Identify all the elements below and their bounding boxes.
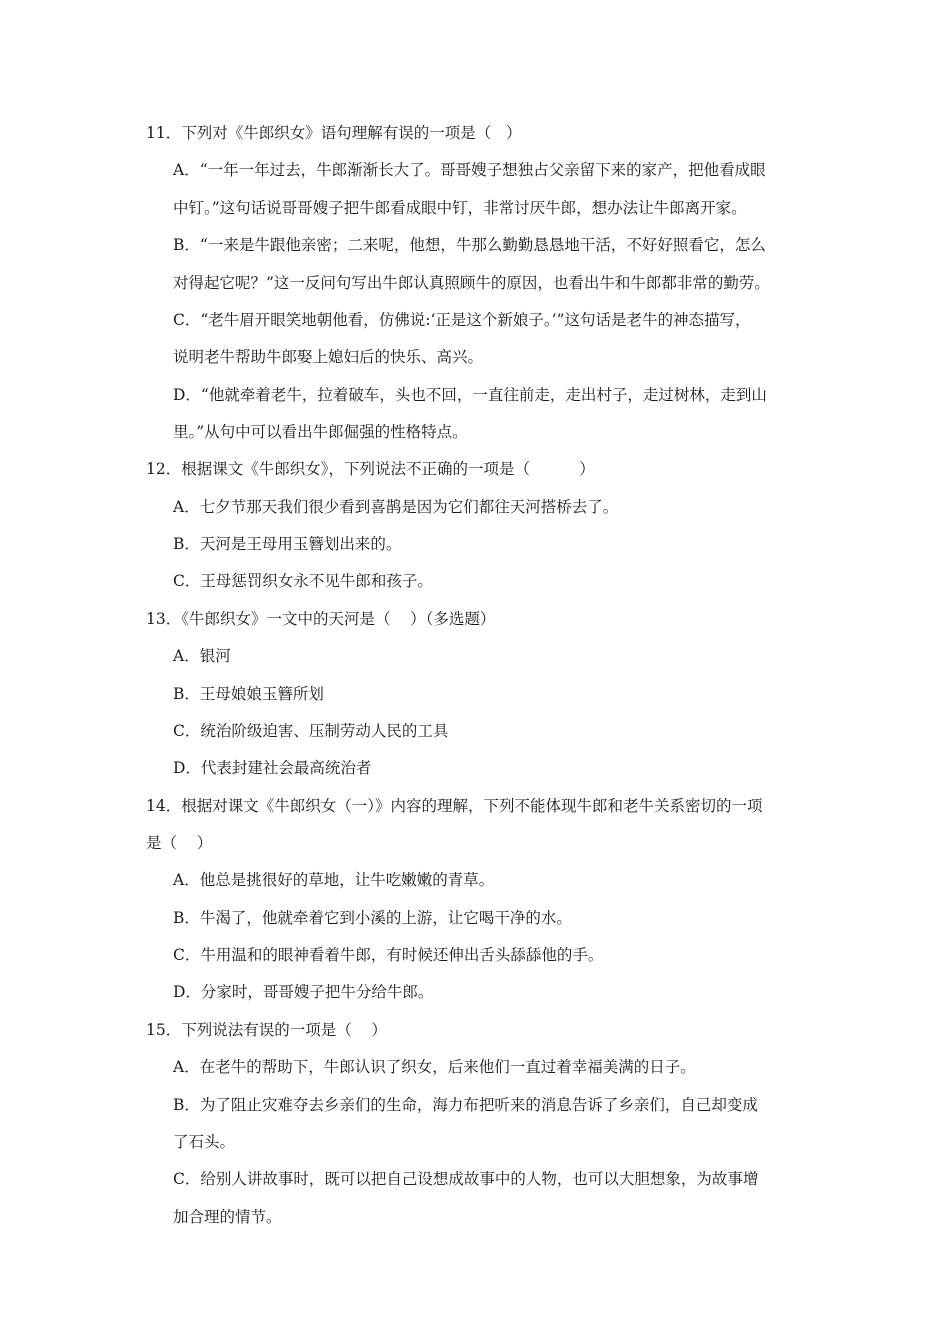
question-stem: 13．《牛郎织女》一文中的天河是（ ）（多选题）: [146, 610, 496, 628]
option-c: C．统治阶级迫害、压制劳动人民的工具: [173, 722, 449, 740]
option-c-line-2: 说明老牛帮助牛郎娶上媳妇后的快乐、高兴。: [173, 348, 484, 366]
option-a-line-1: A．“一年一年过去，牛郎渐渐长大了。哥哥嫂子想独占父亲留下来的家产，把他看成眼: [173, 161, 766, 179]
option-b-line-2: 了石头。: [173, 1133, 236, 1151]
option-b-line-1: B．为了阻止灾难夺去乡亲们的生命，海力布把听来的消息告诉了乡亲们，自己却变成: [173, 1096, 758, 1114]
option-b-line-2: 对得起它呢？”这一反问句写出牛郎认真照顾牛的原因，也看出牛和牛郎都非常的勤劳。: [173, 274, 770, 292]
option-a: A．在老牛的帮助下，牛郎认识了织女，后来他们一直过着幸福美满的日子。: [173, 1058, 696, 1076]
option-b: B．牛渴了，他就牵着它到小溪的上游，让它喝干净的水。: [173, 909, 572, 927]
option-a: A．七夕节那天我们很少看到喜鹊是因为它们都往天河搭桥去了。: [173, 498, 619, 516]
option-a-line-2: 中钉。”这句话说哥哥嫂子把牛郎看成眼中钉，非常讨厌牛郎，想办法让牛郎离开家。: [173, 199, 747, 217]
option-b-line-1: B．“一来是牛跟他亲密；二来呢，他想，牛那么勤勤恳恳地干活，不好好照看它，怎么: [173, 236, 766, 254]
question-stem: 11．下列对《牛郎织女》语句理解有误的一项是（ ）: [146, 124, 522, 142]
option-c-line-2: 加合理的情节。: [173, 1208, 282, 1226]
option-c-line-1: C．给别人讲故事时，既可以把自己设想成故事中的人物，也可以大胆想象，为故事增: [173, 1170, 759, 1188]
option-c: C．牛用温和的眼神看着牛郎，有时候还伸出舌头舔舔他的手。: [173, 946, 604, 964]
question-stem-line-2: 是（ ）: [146, 834, 213, 852]
option-b: B．天河是王母用玉簪划出来的。: [173, 535, 402, 553]
option-d: D．代表封建社会最高统治者: [173, 759, 372, 777]
option-c: C．王母惩罚织女永不见牛郎和孩子。: [173, 572, 433, 590]
option-c-line-1: C．“老牛眉开眼笑地朝他看，仿佛说:‘正是这个新娘子。’”这句话是老牛的神态描写，: [173, 311, 751, 329]
option-d-line-1: D．“他就牵着老牛，拉着破车，头也不回，一直往前走，走出村子，走过树林，走到山: [173, 386, 767, 404]
option-d: D．分家时，哥哥嫂子把牛分给牛郎。: [173, 983, 434, 1001]
question-stem: 12．根据课文《牛郎织女》，下列说法不正确的一项是（ ）: [146, 460, 595, 478]
option-d-line-2: 里。”从句中可以看出牛郎倔强的性格特点。: [173, 423, 468, 441]
question-stem-line-1: 14．根据对课文《牛郎织女（一）》内容的理解，下列不能体现牛郎和老牛关系密切的一项: [146, 797, 763, 815]
question-stem: 15．下列说法有误的一项是（ ）: [146, 1021, 387, 1039]
option-a: A．他总是挑很好的草地，让牛吃嫩嫩的青草。: [173, 871, 495, 889]
option-a: A．银河: [173, 647, 231, 665]
option-b: B．王母娘娘玉簪所划: [173, 685, 324, 703]
